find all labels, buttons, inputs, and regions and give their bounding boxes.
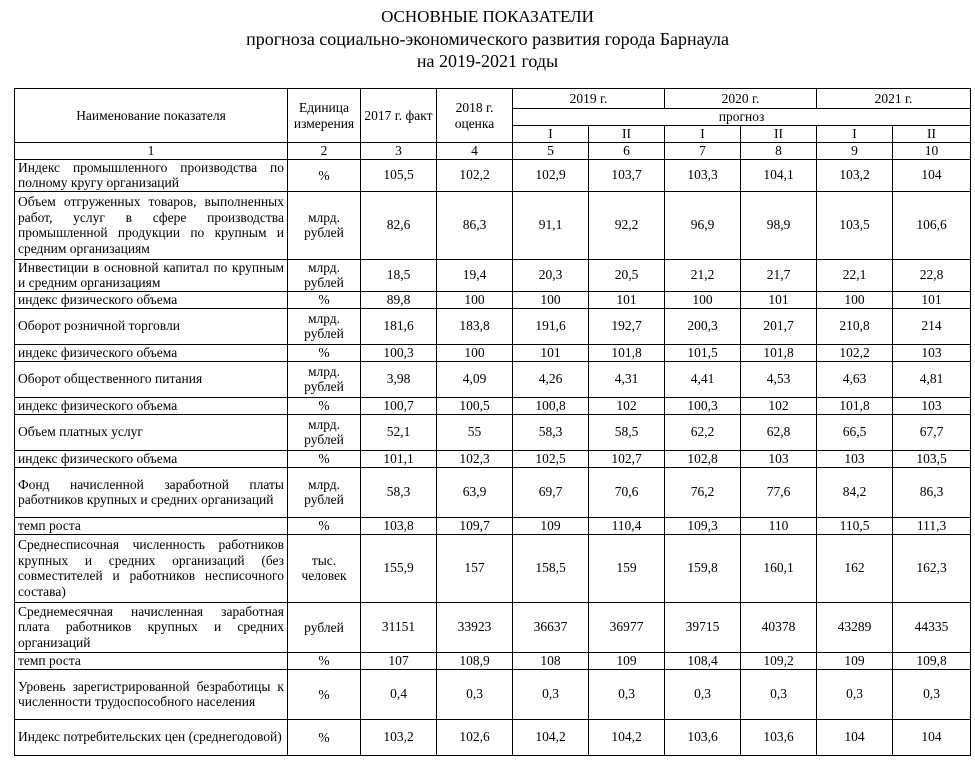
value-cell: 103,5 — [817, 191, 893, 259]
header-2020: 2020 г. — [665, 89, 817, 109]
value-cell: 55 — [437, 414, 513, 450]
value-cell: 0,3 — [741, 669, 817, 719]
value-cell: 89,8 — [361, 291, 437, 308]
column-number: 7 — [665, 143, 741, 160]
value-cell: 210,8 — [817, 308, 893, 344]
title-line-3: на 2019-2021 годы — [416, 51, 559, 71]
value-cell: 101,8 — [817, 397, 893, 414]
value-cell: 103,5 — [893, 450, 971, 467]
value-cell: 160,1 — [741, 534, 817, 602]
indicator-name: темп роста — [15, 517, 288, 534]
value-cell: 67,7 — [893, 414, 971, 450]
column-number: 2 — [288, 143, 361, 160]
value-cell: 100,5 — [437, 397, 513, 414]
value-cell: 158,5 — [513, 534, 589, 602]
value-cell: 100,3 — [665, 397, 741, 414]
value-cell: 100,7 — [361, 397, 437, 414]
value-cell: 4,81 — [893, 361, 971, 397]
value-cell: 21,2 — [665, 259, 741, 291]
indicator-unit: % — [288, 397, 361, 414]
table-row — [15, 397, 971, 414]
value-cell: 102,8 — [665, 450, 741, 467]
value-cell: 181,6 — [361, 308, 437, 344]
value-cell: 58,5 — [589, 414, 665, 450]
table-row — [15, 467, 971, 517]
value-cell: 62,8 — [741, 414, 817, 450]
table-row — [15, 719, 971, 755]
indicator-unit: % — [288, 669, 361, 719]
value-cell: 0,3 — [589, 669, 665, 719]
header-2021: 2021 г. — [817, 89, 971, 109]
value-cell: 4,53 — [741, 361, 817, 397]
header-forecast: прогноз — [513, 109, 971, 126]
value-cell: 109,7 — [437, 517, 513, 534]
value-cell: 96,9 — [665, 191, 741, 259]
indicator-unit: рублей — [288, 602, 361, 652]
header-variant: I — [665, 126, 741, 143]
header-2019: 2019 г. — [513, 89, 665, 109]
value-cell: 86,3 — [893, 467, 971, 517]
value-cell: 0,3 — [665, 669, 741, 719]
table-row — [15, 191, 971, 259]
value-cell: 3,98 — [361, 361, 437, 397]
value-cell: 109 — [817, 652, 893, 669]
value-cell: 4,31 — [589, 361, 665, 397]
indicator-unit: % — [288, 450, 361, 467]
value-cell: 101,5 — [665, 344, 741, 361]
title-line-1: ОСНОВНЫЕ ПОКАЗАТЕЛИ — [381, 7, 594, 26]
value-cell: 21,7 — [741, 259, 817, 291]
table-row — [15, 344, 971, 361]
column-number: 10 — [893, 143, 971, 160]
table-body — [15, 159, 971, 755]
column-number: 5 — [513, 143, 589, 160]
value-cell: 106,6 — [893, 191, 971, 259]
value-cell: 69,7 — [513, 467, 589, 517]
header-variant: II — [893, 126, 971, 143]
value-cell: 101 — [893, 291, 971, 308]
table-row — [15, 602, 971, 652]
indicator-name: темп роста — [15, 652, 288, 669]
column-number: 8 — [741, 143, 817, 160]
value-cell: 191,6 — [513, 308, 589, 344]
header-variant: II — [589, 126, 665, 143]
value-cell: 162 — [817, 534, 893, 602]
value-cell: 31151 — [361, 602, 437, 652]
value-cell: 0,3 — [893, 669, 971, 719]
value-cell: 36637 — [513, 602, 589, 652]
value-cell: 157 — [437, 534, 513, 602]
value-cell: 101,1 — [361, 450, 437, 467]
indicator-unit: % — [288, 159, 361, 191]
indicator-name: индекс физического объема — [15, 344, 288, 361]
value-cell: 100 — [437, 291, 513, 308]
indicator-unit: % — [288, 344, 361, 361]
value-cell: 104 — [893, 159, 971, 191]
value-cell: 102,3 — [437, 450, 513, 467]
value-cell: 101 — [589, 291, 665, 308]
value-cell: 20,3 — [513, 259, 589, 291]
value-cell: 111,3 — [893, 517, 971, 534]
value-cell: 103,2 — [361, 719, 437, 755]
indicator-name: индекс физического объема — [15, 397, 288, 414]
value-cell: 100 — [665, 291, 741, 308]
value-cell: 102,9 — [513, 159, 589, 191]
value-cell: 102,2 — [817, 344, 893, 361]
indicator-name: индекс физического объема — [15, 450, 288, 467]
header-variant: I — [513, 126, 589, 143]
header-name: Наименование показателя — [15, 89, 288, 143]
value-cell: 39715 — [665, 602, 741, 652]
column-number: 6 — [589, 143, 665, 160]
indicator-unit: % — [288, 719, 361, 755]
value-cell: 103,6 — [741, 719, 817, 755]
table-row — [15, 534, 971, 602]
indicator-unit: млрд. рублей — [288, 259, 361, 291]
value-cell: 159 — [589, 534, 665, 602]
column-number: 9 — [817, 143, 893, 160]
value-cell: 84,2 — [817, 467, 893, 517]
value-cell: 104,2 — [513, 719, 589, 755]
value-cell: 109 — [589, 652, 665, 669]
value-cell: 159,8 — [665, 534, 741, 602]
value-cell: 103,6 — [665, 719, 741, 755]
value-cell: 100,3 — [361, 344, 437, 361]
value-cell: 109,2 — [741, 652, 817, 669]
value-cell: 110,4 — [589, 517, 665, 534]
column-number: 4 — [437, 143, 513, 160]
value-cell: 92,2 — [589, 191, 665, 259]
table-row — [15, 308, 971, 344]
value-cell: 100 — [437, 344, 513, 361]
indicator-name: Среднесписочная численность работников крупных и средних организаций (без совместителей и работников несписочного состава) — [15, 534, 288, 602]
value-cell: 100,8 — [513, 397, 589, 414]
value-cell: 103 — [893, 344, 971, 361]
indicator-name: Индекс промышленного производства по полному кругу организаций — [15, 159, 288, 191]
value-cell: 0,3 — [437, 669, 513, 719]
value-cell: 107 — [361, 652, 437, 669]
header-variant: II — [741, 126, 817, 143]
value-cell: 110 — [741, 517, 817, 534]
value-cell: 200,3 — [665, 308, 741, 344]
indicator-name: Инвестиции в основной капитал по крупным и средним организациям — [15, 259, 288, 291]
value-cell: 103,7 — [589, 159, 665, 191]
value-cell: 0,4 — [361, 669, 437, 719]
value-cell: 58,3 — [361, 467, 437, 517]
header-unit: Единица измерения — [288, 89, 361, 143]
table-row — [15, 291, 971, 308]
value-cell: 4,63 — [817, 361, 893, 397]
indicators-table — [14, 88, 971, 756]
value-cell: 109 — [513, 517, 589, 534]
value-cell: 183,8 — [437, 308, 513, 344]
value-cell: 22,8 — [893, 259, 971, 291]
value-cell: 44335 — [893, 602, 971, 652]
indicator-unit: млрд. рублей — [288, 361, 361, 397]
document-title — [0, 0, 975, 72]
value-cell: 108,9 — [437, 652, 513, 669]
value-cell: 63,9 — [437, 467, 513, 517]
value-cell: 108 — [513, 652, 589, 669]
value-cell: 33923 — [437, 602, 513, 652]
indicator-unit: тыс. человек — [288, 534, 361, 602]
indicator-name: Фонд начисленной заработной платы работников крупных и средних организаций — [15, 467, 288, 517]
title-line-2: прогноза социально-экономического развития города Барнаула — [246, 29, 729, 49]
value-cell: 103 — [817, 450, 893, 467]
table-row — [15, 361, 971, 397]
value-cell: 101,8 — [589, 344, 665, 361]
value-cell: 104,2 — [589, 719, 665, 755]
value-cell: 103,2 — [817, 159, 893, 191]
table-row — [15, 159, 971, 191]
value-cell: 103 — [741, 450, 817, 467]
indicator-unit: млрд. рублей — [288, 467, 361, 517]
value-cell: 192,7 — [589, 308, 665, 344]
value-cell: 103,8 — [361, 517, 437, 534]
table-row — [15, 414, 971, 450]
value-cell: 102,2 — [437, 159, 513, 191]
value-cell: 108,4 — [665, 652, 741, 669]
table-row — [15, 652, 971, 669]
value-cell: 100 — [513, 291, 589, 308]
value-cell: 105,5 — [361, 159, 437, 191]
value-cell: 109,3 — [665, 517, 741, 534]
value-cell: 201,7 — [741, 308, 817, 344]
indicator-name: Объем отгруженных товаров, выполненных работ, услуг в сфере производства промышленной продукции по крупным и средним организациям — [15, 191, 288, 259]
value-cell: 62,2 — [665, 414, 741, 450]
indicator-name: Оборот розничной торговли — [15, 308, 288, 344]
value-cell: 104 — [893, 719, 971, 755]
indicator-name: Объем платных услуг — [15, 414, 288, 450]
header-2017: 2017 г. факт — [361, 89, 437, 143]
value-cell: 101,8 — [741, 344, 817, 361]
value-cell: 155,9 — [361, 534, 437, 602]
value-cell: 102 — [741, 397, 817, 414]
table-row — [15, 450, 971, 467]
header-variant: I — [817, 126, 893, 143]
indicator-unit: млрд. рублей — [288, 414, 361, 450]
value-cell: 104 — [817, 719, 893, 755]
indicator-name: Оборот общественного питания — [15, 361, 288, 397]
value-cell: 101 — [513, 344, 589, 361]
value-cell: 0,3 — [513, 669, 589, 719]
value-cell: 66,5 — [817, 414, 893, 450]
indicator-unit: млрд. рублей — [288, 191, 361, 259]
value-cell: 20,5 — [589, 259, 665, 291]
indicator-unit: млрд. рублей — [288, 308, 361, 344]
value-cell: 162,3 — [893, 534, 971, 602]
value-cell: 109,8 — [893, 652, 971, 669]
value-cell: 4,41 — [665, 361, 741, 397]
indicator-name: индекс физического объема — [15, 291, 288, 308]
column-number: 3 — [361, 143, 437, 160]
value-cell: 102,6 — [437, 719, 513, 755]
indicator-name: Индекс потребительских цен (среднегодовой) — [15, 719, 288, 755]
value-cell: 104,1 — [741, 159, 817, 191]
value-cell: 214 — [893, 308, 971, 344]
value-cell: 86,3 — [437, 191, 513, 259]
header-2018: 2018 г. оценка — [437, 89, 513, 143]
value-cell: 103,3 — [665, 159, 741, 191]
value-cell: 70,6 — [589, 467, 665, 517]
indicator-unit: % — [288, 291, 361, 308]
value-cell: 40378 — [741, 602, 817, 652]
table-row — [15, 517, 971, 534]
indicator-name: Уровень зарегистрированной безработицы к численности трудоспособного населения — [15, 669, 288, 719]
value-cell: 52,1 — [361, 414, 437, 450]
indicator-unit: % — [288, 652, 361, 669]
value-cell: 19,4 — [437, 259, 513, 291]
value-cell: 103 — [893, 397, 971, 414]
value-cell: 102,5 — [513, 450, 589, 467]
value-cell: 91,1 — [513, 191, 589, 259]
value-cell: 101 — [741, 291, 817, 308]
indicator-name: Среднемесячная начисленная заработная плата работников крупных и средних организаций — [15, 602, 288, 652]
indicator-unit: % — [288, 517, 361, 534]
value-cell: 4,09 — [437, 361, 513, 397]
value-cell: 43289 — [817, 602, 893, 652]
value-cell: 0,3 — [817, 669, 893, 719]
value-cell: 4,26 — [513, 361, 589, 397]
value-cell: 77,6 — [741, 467, 817, 517]
value-cell: 58,3 — [513, 414, 589, 450]
value-cell: 110,5 — [817, 517, 893, 534]
value-cell: 100 — [817, 291, 893, 308]
value-cell: 102 — [589, 397, 665, 414]
value-cell: 18,5 — [361, 259, 437, 291]
value-cell: 98,9 — [741, 191, 817, 259]
value-cell: 36977 — [589, 602, 665, 652]
value-cell: 22,1 — [817, 259, 893, 291]
table-row — [15, 669, 971, 719]
value-cell: 102,7 — [589, 450, 665, 467]
table-row — [15, 259, 971, 291]
column-number: 1 — [15, 143, 288, 160]
value-cell: 82,6 — [361, 191, 437, 259]
value-cell: 76,2 — [665, 467, 741, 517]
